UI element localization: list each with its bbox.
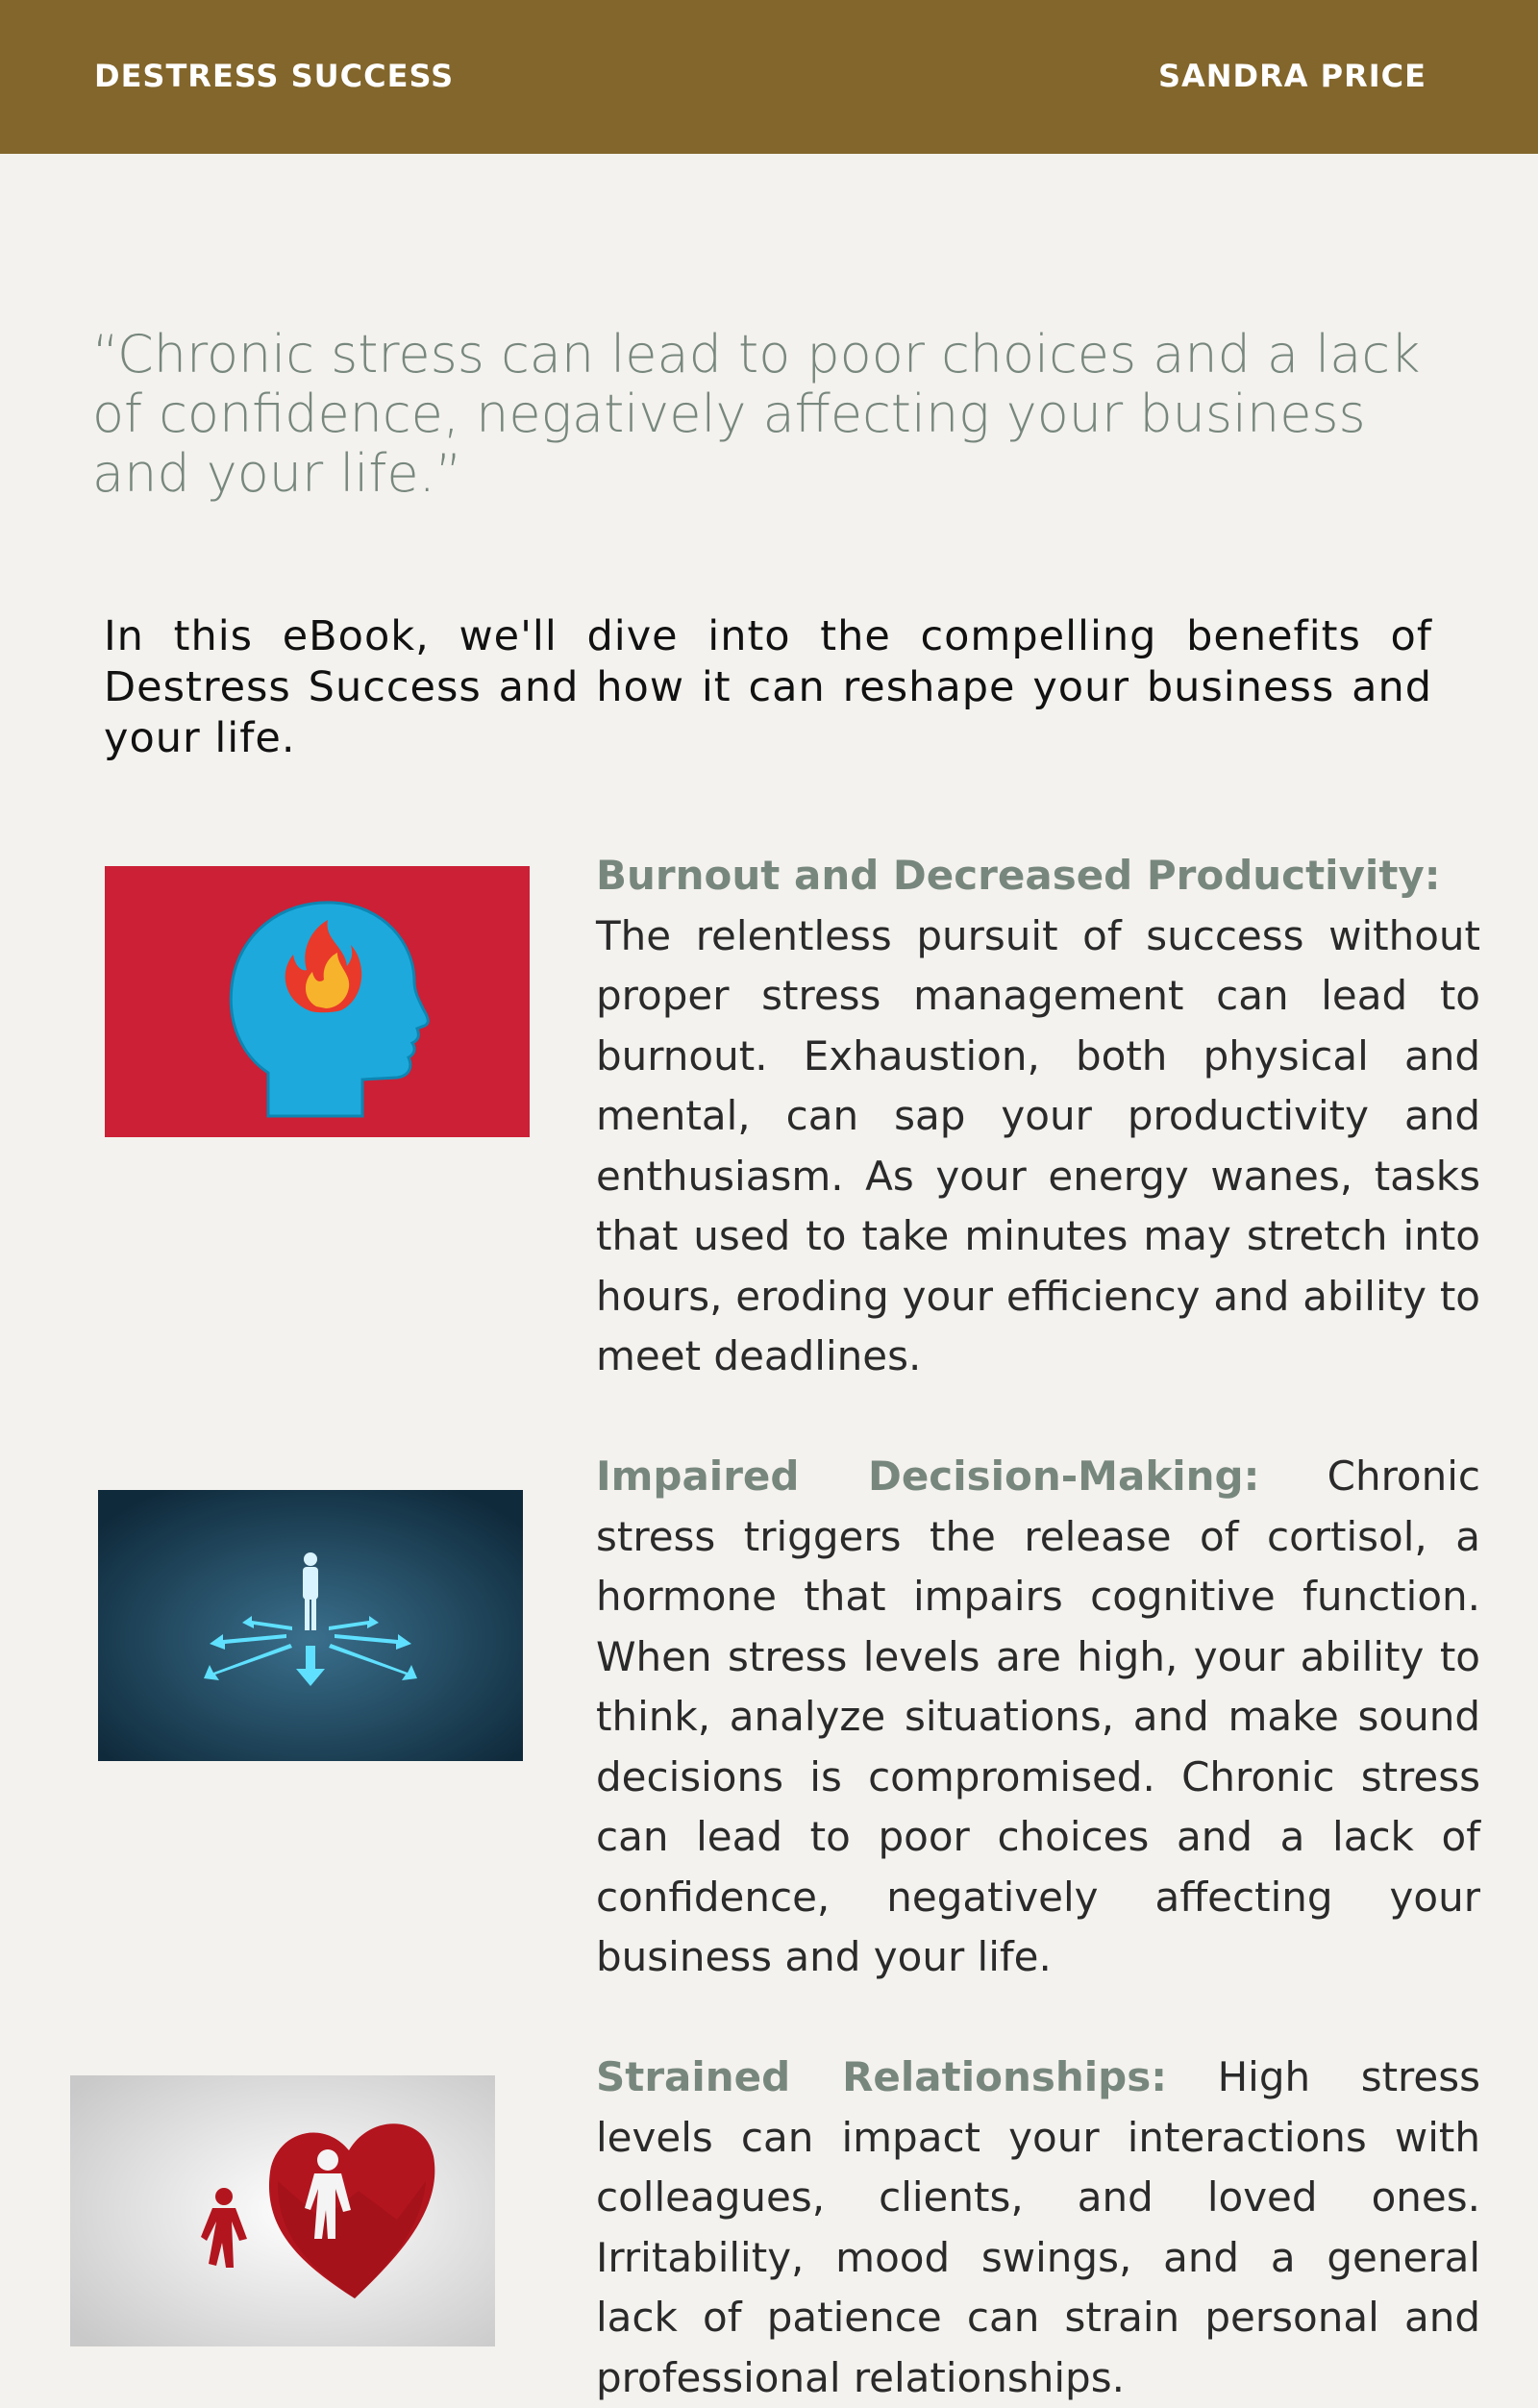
section-decision-making xyxy=(596,1447,1480,1988)
section-burnout xyxy=(596,846,1480,1387)
section-body: The relentless pursuit of success without proper stress management can lead to burnout. Exhaustion, both physical and mental, can sap your productivity and enthusiasm. As your energy wanes, tasks that used to take minutes may stretch into hours, eroding your efficiency and ability to meet deadlines. xyxy=(596,911,1480,1379)
pull-quote: “Chronic stress can lead to poor choices and a lack of confidence, negatively affecting your business and your life.” xyxy=(92,324,1421,504)
section-heading: Strained Relationships: xyxy=(596,2053,1168,2100)
person-at-crossroads-arrows-icon xyxy=(98,1490,523,1761)
relationships-image xyxy=(70,2075,495,2346)
brand-title: DESTRESS SUCCESS xyxy=(94,58,455,94)
decision-image xyxy=(98,1490,523,1761)
section-heading: Burnout and Decreased Productivity: xyxy=(596,852,1441,899)
head-with-flame-icon xyxy=(105,866,530,1137)
section-heading: Impaired Decision-Making: xyxy=(596,1452,1260,1500)
section-body: High stress levels can impact your interactions with colleagues, clients, and loved ones. Irritability, mood swings, and a general lack of patience can strain personal and professional relationships. xyxy=(596,2053,1480,2401)
section-body: Chronic stress triggers the release of cortisol, a hormone that impairs cognitive function. When stress levels are high, your ability to think, analyze situations, and make sound decisions is compromised. Chronic stress can lead to poor choices and a lack of confidence, negatively affecting your business and your life. xyxy=(596,1452,1480,1980)
intro-paragraph: In this eBook, we'll dive into the compelling benefits of Destress Success and how it can reshape your business and your life. xyxy=(104,612,1432,762)
burnout-image xyxy=(105,866,530,1137)
section-relationships xyxy=(596,2048,1480,2408)
paper-heart-with-figures-icon xyxy=(70,2075,495,2346)
page-header xyxy=(0,0,1538,154)
author-name: SANDRA PRICE xyxy=(1157,58,1426,94)
